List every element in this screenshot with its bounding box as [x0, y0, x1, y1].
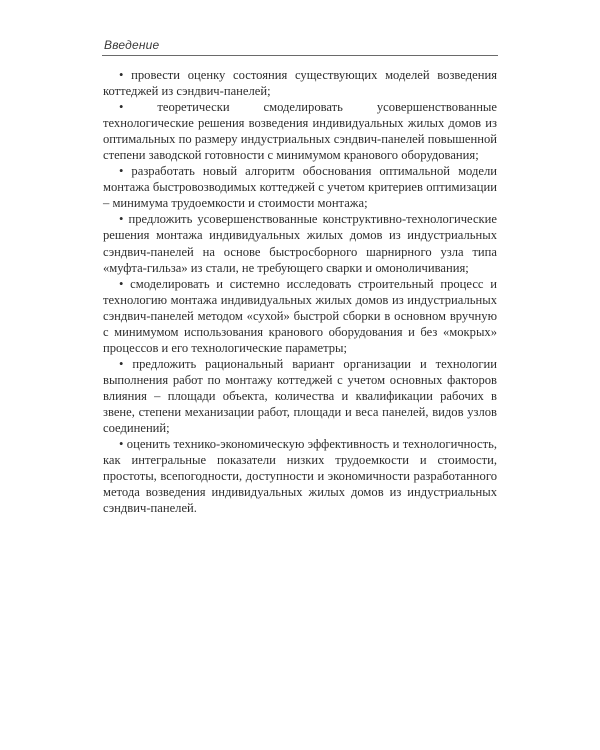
bullet-item-3: • разработать новый алгоритм обоснования оптимальной модели монтажа быстровозводимых коттеджей с учетом критериев оптимизации – минимума трудоемкости и стоимости монтажа;	[103, 164, 497, 211]
bullet-item-1: • провести оценку состояния существующих моделей возведения коттеджей из сэндвич-панелей;	[103, 68, 497, 99]
running-title: Введение	[104, 38, 160, 52]
bullet-item-5: • смоделировать и системно исследовать строительный процесс и технологию монтажа индивидуальных жилых домов из индустриальных сэндвич-панелей методом «сухой» быстрой сборки в основном вручную с минимумом использования кранового оборудования и без «мокрых» процессов и его технологические параметры;	[103, 276, 497, 355]
bullet-item-7: • оценить технико-экономическую эффективность и технологичность, как интегральные показатели низких трудоемкости и стоимости, простоты, всепогодности, доступности и экономичности разработанного метода возведения индивидуальных жилых домов из индустриальных сэндвич-панелей.	[103, 437, 497, 516]
bullet-item-2: • теоретически смоделировать усовершенствованные технологические решения возведения индивидуальных жилых домов из оптимальных по размеру индустриальных сэндвич-панелей повышенной степени заводской готовности с минимумом кранового оборудования;	[103, 100, 497, 163]
bullet-list	[103, 67, 497, 516]
header-divider	[102, 55, 498, 56]
bullet-item-4: • предложить усовершенствованные конструктивно-технологические решения монтажа индивидуальных жилых домов из индустриальных сэндвич-панелей на основе быстросборного шарнирного узла типа «муфта-гильза» из стали, не требующего сварки и омоноличивания;	[103, 212, 497, 275]
bullet-item-6: • предложить рациональный вариант организации и технологии выполнения работ по монтажу коттеджей с учетом основных факторов влияния – площади объекта, количества и квалификации рабочих в звене, степени механизации работ, площади и веса панелей, видов узлов соединений;	[103, 356, 497, 436]
